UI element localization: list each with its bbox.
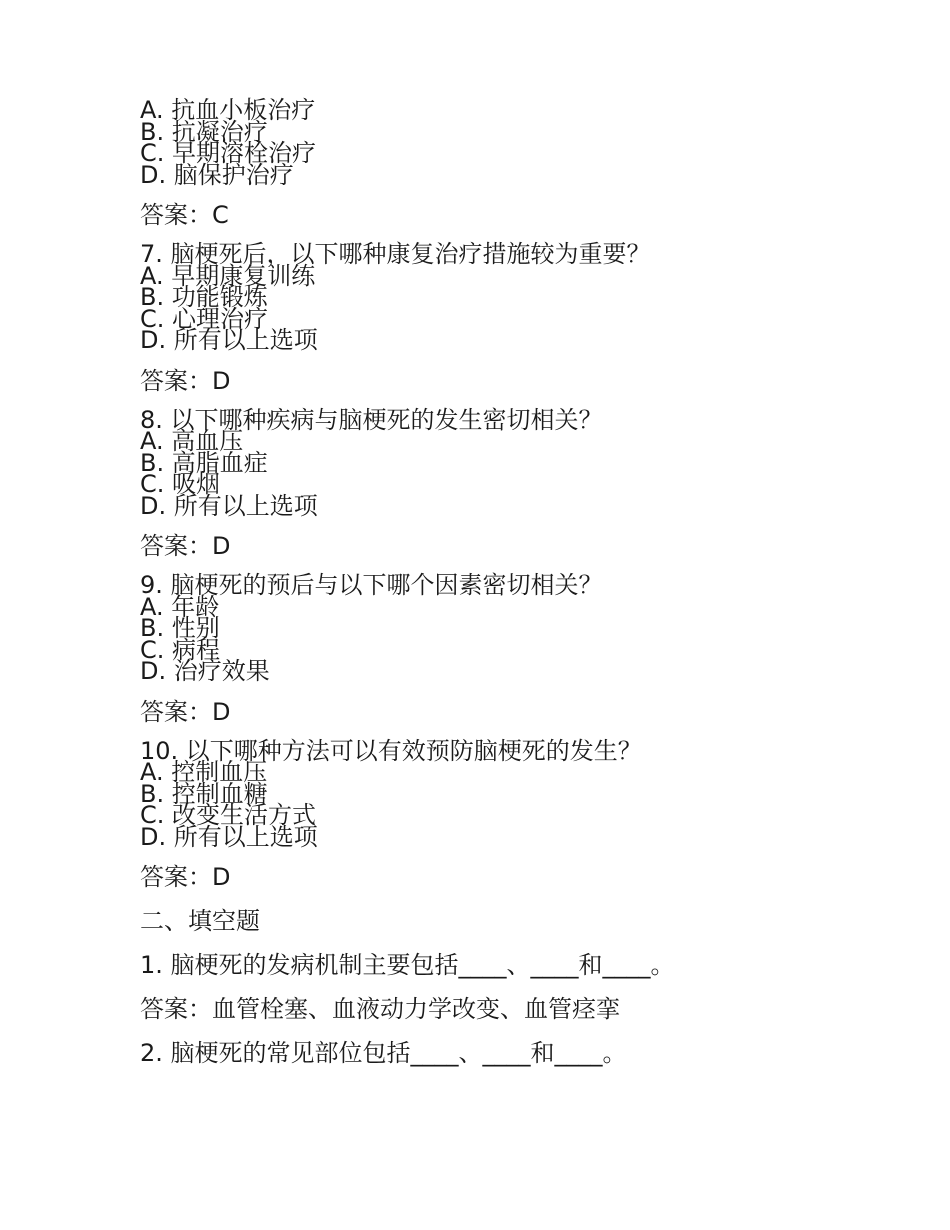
option-b: B. 控制血糖	[140, 779, 268, 808]
option-a: A. 高血压	[140, 427, 244, 455]
option-c: C. 心理治疗	[140, 304, 269, 333]
question-stem: 8. 以下哪种疾病与脑梗死的发生密切相关？	[140, 405, 603, 434]
answer: 答案：D	[140, 366, 231, 395]
option-a: A. 年龄	[140, 592, 220, 621]
option-b: B. 性别	[140, 614, 220, 642]
question-6	[140, 96, 880, 230]
fill-question-2: 2. 脑梗死的常见部位包括____、____和____。	[140, 1039, 627, 1067]
question-9	[140, 571, 880, 727]
option-c: C. 改变生活方式	[140, 801, 317, 829]
option-d: D. 脑保护治疗	[140, 160, 294, 189]
document-content	[140, 96, 880, 1068]
fill-question-1: 1. 脑梗死的发病机制主要包括____、____和____。	[140, 951, 675, 979]
option-d: D. 所有以上选项	[140, 491, 318, 520]
option-a: A. 控制血压	[140, 758, 268, 786]
option-b: B. 高脂血症	[140, 448, 268, 477]
option-b: B. 功能锻炼	[140, 283, 268, 311]
option-c: C. 病程	[140, 635, 221, 664]
section-fill-in-blank	[140, 906, 880, 1068]
option-c: C. 早期溶栓治疗	[140, 139, 317, 167]
question-stem: 9. 脑梗死的预后与以下哪个因素密切相关？	[140, 571, 603, 599]
option-d: D. 治疗效果	[140, 657, 270, 685]
answer: 答案：D	[140, 532, 231, 560]
question-7	[140, 240, 880, 396]
section-title: 二、填空题	[140, 907, 260, 935]
question-10	[140, 736, 880, 893]
answer: 答案：C	[140, 201, 229, 229]
option-d: D. 所有以上选项	[140, 326, 318, 354]
option-c: C. 吸烟	[140, 470, 221, 498]
answer: 答案：D	[140, 863, 231, 891]
question-stem: 7. 脑梗死后，以下哪种康复治疗措施较为重要？	[140, 240, 651, 268]
question-8	[140, 405, 880, 562]
fill-answer-1: 答案：血管栓塞、血液动力学改变、血管痉挛	[140, 995, 620, 1023]
option-d: D. 所有以上选项	[140, 822, 318, 851]
option-b: B. 抗凝治疗	[140, 117, 268, 146]
option-a: A. 抗血小板治疗	[140, 96, 316, 124]
answer: 答案：D	[140, 697, 231, 726]
option-a: A. 早期康复训练	[140, 261, 316, 290]
question-stem: 10. 以下哪种方法可以有效预防脑梗死的发生？	[140, 736, 642, 765]
